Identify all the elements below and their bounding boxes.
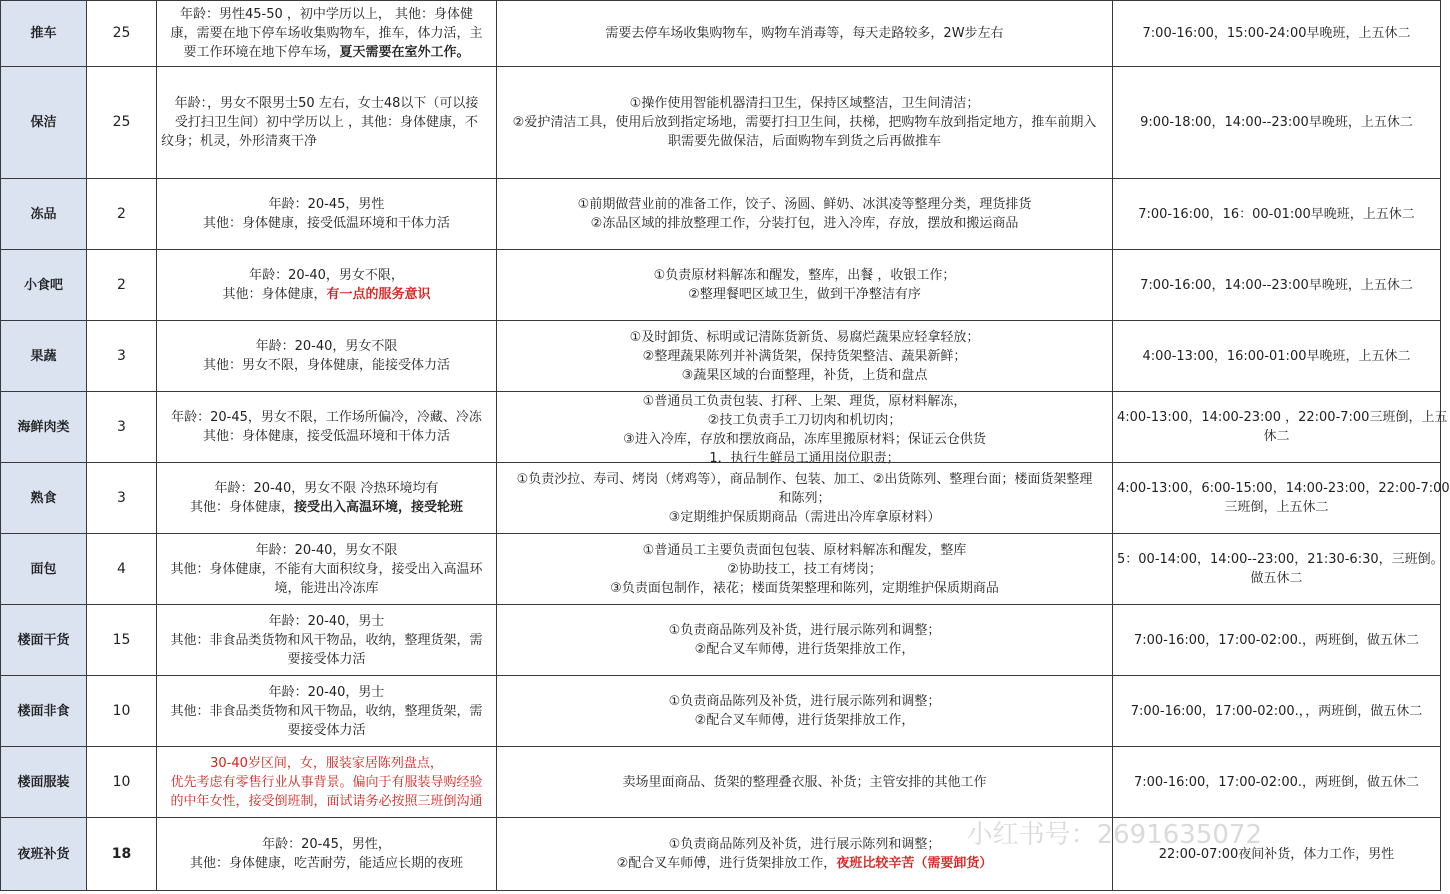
- req-line: 年龄：20-45，男女不限，工作场所偏冷，冷藏、冷冻: [171, 410, 482, 425]
- duty-line: ①普通员工负责包装、打秤、上架、理货，原材料解冻，: [642, 394, 967, 409]
- req-emphasis: 有一点的服务意识: [326, 287, 431, 302]
- duties-cell: [497, 818, 1262, 891]
- headcount-cell: 2: [87, 250, 157, 321]
- duty-line: ②整理餐吧区域卫生，做到干净整洁有序: [688, 287, 921, 302]
- req-line: 其他：身体健康，接受低温环境和干体力活: [202, 216, 450, 231]
- requirements-cell: [157, 605, 497, 676]
- table-row: [1, 747, 1441, 818]
- req-line: 要接受体力活: [287, 651, 366, 667]
- requirements-cell: [157, 818, 497, 891]
- duties-cell: [497, 250, 1113, 321]
- duties-cell: [497, 321, 1113, 392]
- requirements-cell: [157, 392, 497, 463]
- duties-cell: [497, 1, 1113, 67]
- duties-cell: [497, 605, 1113, 676]
- schedule-line: 7:00-16:00，17:00-02:00.，两班倒，做五休二: [1133, 774, 1420, 790]
- req-line: 年龄：20-40，男女不限: [255, 542, 398, 558]
- requirements-cell: [157, 1, 497, 67]
- table-row: [1, 321, 1441, 392]
- requirements-cell: [157, 676, 497, 747]
- duty-line: ②冻品区域的排放整理工作，分装打包，进入冷库，存放，摆放和搬运商品: [590, 216, 1019, 231]
- req-line: 年龄：20-40，男女不限，: [249, 268, 404, 283]
- schedule-line: 做五休二: [1250, 571, 1303, 586]
- headcount-cell: 2: [87, 179, 157, 250]
- requirements-cell: [157, 67, 497, 179]
- schedule-line: 7:00-16:00，14:00--23:00早晚班，上五休二: [1140, 277, 1413, 293]
- duty-line: ②配合叉车师傅，进行货架排放工作，: [694, 713, 915, 728]
- req-line: 年龄：20-45，男性: [268, 197, 385, 212]
- table-row: [1, 605, 1441, 676]
- table-row: [1, 250, 1441, 321]
- duty-line: ③负责面包制作，裱花；楼面货架整理和陈列，定期维护保质期商品: [610, 580, 999, 596]
- table-row: [1, 179, 1441, 250]
- schedule-line: 4:00-13:00，6:00-15:00，14:00-23:00，22:00-7:00: [1117, 481, 1450, 496]
- req-line: 优先考虑有零售行业从事背景。偏向于有服装导购经验: [170, 774, 483, 790]
- req-line: 30-40岁区间，女，服装家居陈列盘点，: [210, 755, 443, 771]
- watermark: 小红书号：2691635072: [966, 820, 1262, 850]
- req-line: 年龄：20-40，男女不限: [255, 339, 398, 354]
- table-row: [1, 534, 1441, 605]
- req-line: 其他：身体健康，吃苦耐劳，能适应长期的夜班: [189, 856, 463, 871]
- table-row: [1, 463, 1441, 534]
- schedule-line: 22:00-07:00夜间补货，体力工作，男性: [1158, 846, 1395, 862]
- schedule-cell: [1113, 250, 1441, 321]
- schedule-cell: [1113, 179, 1441, 250]
- duty-line: ②配合叉车师傅，进行货架排放工作，夜班比较辛苦（需要卸货）: [616, 856, 993, 871]
- duties-cell: [497, 676, 1113, 747]
- duty-line: ②技工负责手工刀切肉和机切肉；: [707, 413, 902, 428]
- duties-cell: [497, 463, 1113, 534]
- req-line: 年龄：20-45，男性，: [262, 837, 391, 852]
- duties-cell: [497, 392, 1113, 466]
- req-line: 境，能进出冷冻库: [274, 580, 379, 596]
- schedule-line: 5：00-14:00，14:00--23:00，21:30-6:30，三班倒。: [1117, 552, 1444, 567]
- schedule-cell: [1113, 747, 1441, 818]
- position-cell: 夜班补货: [1, 818, 87, 891]
- duties-cell: [497, 534, 1113, 605]
- schedule-line: 7:00-16:00，17:00-02:00.，，两班倒，做五休二: [1130, 703, 1423, 719]
- schedule-cell: [1113, 321, 1441, 392]
- req-line: 其他：身体健康，有一点的服务意识: [222, 287, 431, 302]
- position-cell: 保洁: [1, 67, 87, 179]
- requirements-cell: [157, 747, 497, 818]
- req-line: 其他：身体健康，不能有大面积纹身，接受出入高温环: [170, 561, 483, 577]
- headcount-cell: 15: [87, 605, 157, 676]
- duty-line: 需要去停车场收集购物车，购物车消毒等，每天走路较多，2W步左右: [605, 26, 1004, 41]
- duty-line: ①及时卸货、标明或记清陈货新货、易腐烂蔬果应轻拿轻放；: [629, 329, 980, 345]
- schedule-cell: [1113, 676, 1441, 747]
- position-cell: 推车: [1, 1, 87, 67]
- requirements-cell: [157, 250, 497, 321]
- duty-line: ①普通员工主要负责面包包装、原材料解冻和醒发，整库: [642, 542, 967, 558]
- req-line: 要接受体力活: [287, 722, 366, 738]
- req-line: 受打扫卫生间）初中学历以上 ，其他：身体健康，不: [174, 115, 479, 130]
- duty-line: ①负责原材料解冻和醒发，整库，出餐 ，收银工作；: [653, 268, 956, 283]
- position-cell: 熟食: [1, 463, 87, 534]
- schedule-cell: [1113, 534, 1444, 605]
- headcount-cell: 3: [87, 392, 157, 463]
- req-line: 其他：男女不限，身体健康，能接受体力活: [202, 358, 450, 373]
- position-cell: 楼面干货: [1, 605, 87, 676]
- schedule-cell: [1113, 605, 1441, 676]
- requirements-cell: [157, 179, 497, 250]
- schedule-line: 7:00-16:00，15:00-24:00早晚班，上五休二: [1142, 26, 1411, 41]
- duty-line: ③蔬果区域的台面整理，补货，上货和盘点: [681, 367, 928, 383]
- duty-line: ②整理蔬果陈列并补满货架，保持货架整洁、蔬果新鲜；: [642, 348, 967, 364]
- req-line: 年龄：20-40，男士: [268, 613, 385, 629]
- req-line: 年龄：20-40，男士: [268, 684, 385, 700]
- position-cell: 楼面服装: [1, 747, 87, 818]
- position-cell: 冻品: [1, 179, 87, 250]
- duties-cell: [497, 747, 1113, 818]
- duty-line: 卖场里面商品、货架的整理叠衣服、补货；主管安排的其他工作: [622, 774, 987, 790]
- duty-emphasis: 夜班比较辛苦（需要卸货）: [836, 856, 993, 871]
- duty-line: ①前期做营业前的准备工作，饺子、汤圆、鲜奶、冰淇凌等整理分类，理货排货: [577, 197, 1032, 212]
- table-row: [1, 1, 1441, 67]
- schedule-line: 休二: [1263, 429, 1290, 444]
- req-line: 其他：身体健康，接受出入高温环境，接受轮班: [189, 500, 464, 515]
- schedule-cell: [1113, 392, 1448, 463]
- duty-line: ①操作使用智能机器清扫卫生，保持区域整洁，卫生间清洁；: [629, 96, 980, 111]
- schedule-cell: [1113, 463, 1450, 534]
- req-line: 其他：非食品类货物和风干物品，收纳，整理货架，需: [170, 703, 483, 719]
- duty-line: ③定期维护保质期商品（需进出冷库拿原材料）: [668, 509, 941, 525]
- req-line: 其他：非食品类货物和风干物品，收纳，整理货架，需: [170, 632, 483, 648]
- schedule-line: 7:00-16:00，16：00-01:00早晚班，上五休二: [1138, 206, 1415, 222]
- requirements-cell: [157, 463, 497, 534]
- headcount-cell: 10: [87, 747, 157, 818]
- schedule-cell: [1113, 818, 1441, 891]
- schedule-line: 7:00-16:00，17:00-02:00.，两班倒，做五休二: [1133, 632, 1420, 648]
- schedule-line: 9:00-18:00，14:00--23:00早晚班，上五休二: [1140, 115, 1413, 130]
- schedule-cell: [1113, 67, 1441, 179]
- req-emphasis: 夏天需要在室外工作。: [339, 45, 470, 60]
- req-line: 的中年女性，接受倒班制，面试请务必按照三班倒沟通: [170, 793, 483, 809]
- duty-line: ①负责商品陈列及补货，进行展示陈列和调整；: [668, 837, 941, 852]
- schedule-line: 4:00-13:00，14:00-23:00 ，22:00-7:00三班倒，上五: [1117, 410, 1448, 425]
- position-cell: 面包: [1, 534, 87, 605]
- table-row: [1, 392, 1441, 463]
- duties-cell: [497, 179, 1113, 250]
- position-cell: 果蔬: [1, 321, 87, 392]
- headcount-cell: 3: [87, 463, 157, 534]
- req-line: 纹身；机灵，外形清爽干净: [161, 134, 318, 149]
- headcount-cell: 18: [87, 818, 157, 891]
- position-cell: 楼面非食: [1, 676, 87, 747]
- duty-line: ①负责沙拉、寿司、烤岗（烤鸡等），商品制作、包装、加工、②出货陈列、整理台面；楼面货架整理: [516, 471, 1093, 487]
- duty-line: ②协助技工，技工有烤岗；: [727, 561, 882, 577]
- duty-line: ②爱护清洁工具，使用后放到指定场地，需要打扫卫生间，扶梯，把购物车放到指定地方，推车前期入: [512, 115, 1097, 130]
- duty-line: ①负责商品陈列及补货，进行展示陈列和调整；: [668, 694, 941, 709]
- requirements-cell: [157, 321, 497, 392]
- position-cell: 小食吧: [1, 250, 87, 321]
- duties-cell: [497, 67, 1113, 179]
- duty-line: 和陈列；: [778, 490, 831, 506]
- position-cell: 海鲜肉类: [1, 392, 87, 463]
- req-line: 年龄：，男女不限男士50 左右，女士48以下（可以接: [174, 96, 479, 111]
- duty-line: 职需要先做保洁，后面购物车到货之后再做推车: [667, 134, 941, 149]
- req-line: 康，需要在地下停车场收集购物车，推车，体力活，主: [170, 26, 483, 41]
- headcount-cell: 25: [87, 67, 157, 179]
- requirements-cell: [157, 534, 497, 605]
- schedule-cell: [1113, 1, 1441, 67]
- req-line: 年龄：男性45-50 ，初中学历以上， 其他：身体健: [179, 7, 474, 22]
- table-row: [1, 67, 1441, 179]
- req-line: 要工作环境在地下停车场，夏天需要在室外工作。: [183, 45, 470, 60]
- req-line: 年龄：20-40，男女不限 冷热环境均有: [214, 481, 439, 496]
- duty-line: 1．执行生鲜员工通用岗位职责；: [709, 451, 900, 466]
- req-emphasis: 接受出入高温环境，接受轮班: [294, 500, 464, 515]
- table-row: [1, 818, 1441, 891]
- schedule-line: 4:00-13:00，16:00-01:00早晚班，上五休二: [1142, 348, 1411, 364]
- duty-line: ②配合叉车师傅，进行货架排放工作，: [694, 642, 915, 657]
- req-line: 其他：身体健康，接受低温环境和干体力活: [202, 429, 450, 444]
- schedule-line: 三班倒，上五休二: [1224, 500, 1329, 515]
- table-row: [1, 676, 1441, 747]
- duty-line: ①负责商品陈列及补货，进行展示陈列和调整；: [668, 623, 941, 638]
- duty-line: ③进入冷库，存放和摆放商品，冻库里搬原材料；保证云仓供货: [623, 432, 986, 447]
- headcount-cell: 10: [87, 676, 157, 747]
- headcount-cell: 3: [87, 321, 157, 392]
- headcount-cell: 4: [87, 534, 157, 605]
- headcount-cell: 25: [87, 1, 157, 67]
